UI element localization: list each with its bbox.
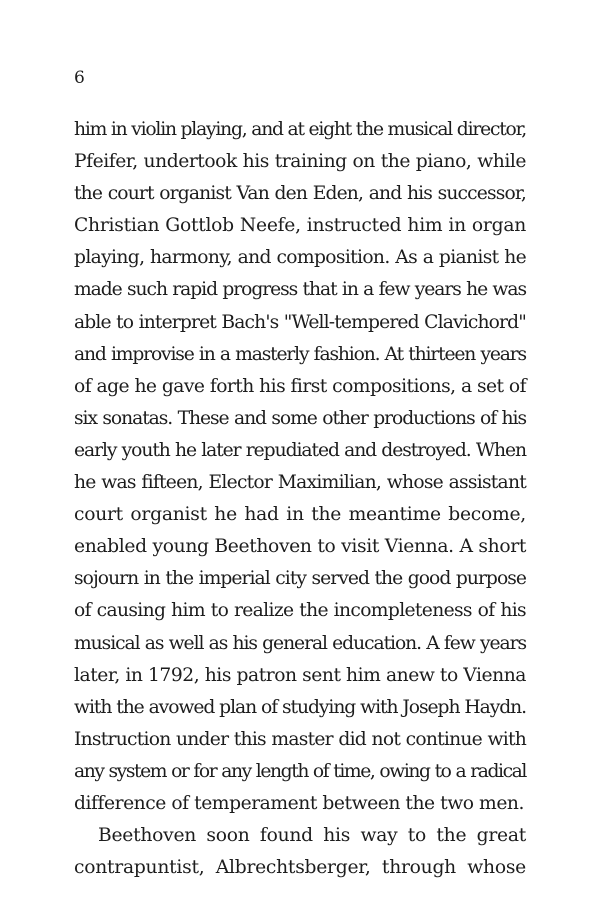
paragraph-2: [74, 820, 526, 884]
text-line: enabled young Beethoven to visit Vienna. A short: [74, 536, 526, 558]
text-line: musical as well as his general education. A few years: [74, 632, 526, 654]
text-line: Christian Gottlob Neefe, instructed him in organ: [74, 215, 526, 237]
text-line: made such rapid progress that in a few years he was: [74, 279, 526, 301]
text-line: sojourn in the imperial city served the good purpose: [74, 568, 526, 590]
text-line: early youth he later repudiated and destroyed. When: [74, 439, 526, 461]
text-line: the court organist Van den Eden, and his successor,: [74, 183, 526, 205]
text-line: contrapuntist, Albrechtsberger, through whose: [74, 857, 526, 879]
text-line: he was fifteen, Elector Maximilian, whose assistant: [74, 472, 526, 494]
page-number: 6: [74, 68, 85, 88]
text-line: him in violin playing, and at eight the musical director,: [74, 119, 526, 140]
text-line: of causing him to realize the incompleteness of his: [74, 600, 526, 622]
text-line: court organist he had in the meantime become,: [74, 504, 526, 526]
text-line: difference of temperament between the two men.: [74, 792, 525, 814]
text-line: with the avowed plan of studying with Joseph Haydn.: [74, 696, 526, 718]
text-line: playing, harmony, and composition. As a pianist he: [74, 247, 526, 269]
body-text: [74, 114, 526, 884]
text-line: later, in 1792, his patron sent him anew to Vienna: [74, 664, 526, 686]
text-line: and improvise in a masterly fashion. At thirteen years: [74, 343, 526, 365]
text-line: six sonatas. These and some other productions of his: [74, 407, 526, 429]
text-line: Beethoven soon found his way to the great: [98, 825, 526, 847]
text-line: Pfeifer, undertook his training on the piano, while: [74, 151, 526, 173]
text-line: Instruction under this master did not continue with: [74, 728, 526, 750]
text-line: of age he gave forth his first compositions, a set of: [74, 375, 526, 397]
text-line: able to interpret Bach's "Well-tempered Clavichord": [74, 311, 526, 333]
paragraph-1: [74, 114, 526, 820]
text-line: any system or for any length of time, owing to a radical: [74, 760, 526, 782]
